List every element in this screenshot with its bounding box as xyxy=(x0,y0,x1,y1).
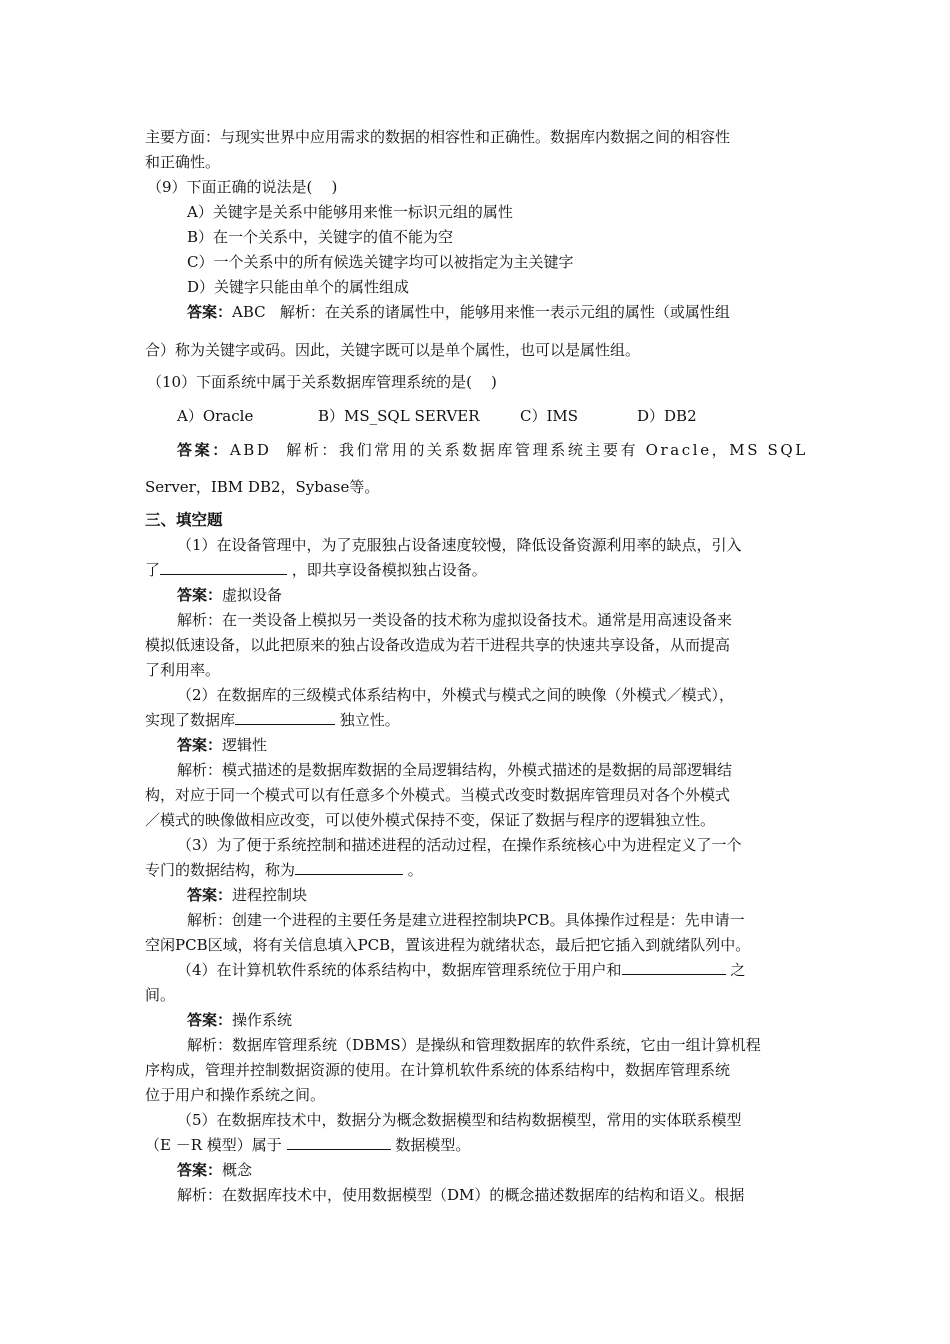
answer-blank xyxy=(622,960,726,975)
answer-blank xyxy=(235,710,335,725)
text-line: Server，IBM DB2，Sybase等。 xyxy=(145,478,380,496)
text-line: 间。 xyxy=(145,986,176,1004)
option-d: D）关键字只能由单个的属性组成 xyxy=(187,278,410,296)
answer-text: 逻辑性 xyxy=(222,736,268,754)
answer-text: 概念 xyxy=(222,1161,253,1179)
text-fragment: 专门的数据结构，称为 xyxy=(145,861,296,879)
option-b: B）在一个关系中，关键字的值不能为空 xyxy=(187,228,454,246)
text-fragment: 数据模型。 xyxy=(390,1136,471,1154)
section-title: 三、填空题 xyxy=(145,510,223,529)
text-fragment: （E －R 模型）属于 xyxy=(145,1136,287,1154)
text-line: 主要方面：与现实世界中应用需求的数据的相容性和正确性。数据库内数据之间的相容性 xyxy=(145,128,731,146)
option-b: B）MS_SQL SERVER xyxy=(318,407,480,425)
answer-label: 答案： xyxy=(177,441,230,459)
answer-line xyxy=(177,735,267,755)
text-line: （3）为了便于系统控制和描述进程的活动过程，在操作系统核心中为进程定义了一个 xyxy=(177,836,742,854)
option-a: A）Oracle xyxy=(177,407,254,425)
answer-label: 答案： xyxy=(177,586,223,604)
answer-line xyxy=(177,1160,252,1180)
text-line: 解析：创建一个进程的主要任务是建立进程控制块PCB。具体操作过程是：先申请一 xyxy=(187,911,745,929)
text-line: 和正确性。 xyxy=(145,153,221,171)
answer-blank xyxy=(160,560,287,575)
text-fragment: 独立性。 xyxy=(335,711,400,729)
text-line: 位于用户和操作系统之间。 xyxy=(145,1086,326,1104)
text-line: 了利用率。 xyxy=(145,661,221,679)
text-line: 构，对应于同一个模式可以有任意多个外模式。当模式改变时数据库管理员对各个外模式 xyxy=(145,786,731,804)
text-line: 模拟低速设备，以此把原来的独占设备改造成为若干进程共享的快速共享设备，从而提高 xyxy=(145,636,731,654)
answer-line xyxy=(177,440,808,460)
text-fragment: （4）在计算机软件系统的体系结构中，数据库管理系统位于用户和 xyxy=(177,961,622,979)
answer-line xyxy=(187,1010,292,1030)
text-line xyxy=(145,860,423,880)
text-line: 解析：模式描述的是数据库数据的全局逻辑结构，外模式描述的是数据的局部逻辑结 xyxy=(177,761,733,779)
text-line xyxy=(145,560,487,580)
text-line: 解析：在一类设备上模拟另一类设备的技术称为虚拟设备技术。通常是用高速设备来 xyxy=(177,611,733,629)
option-c: C）IMS xyxy=(520,407,579,425)
answer-line xyxy=(177,585,282,605)
option-d: D）DB2 xyxy=(637,407,697,425)
text-line: 空闲PCB区域，将有关信息填入PCB，置该进程为就绪状态，最后把它插入到就绪队列中。 xyxy=(145,936,751,954)
answer-blank xyxy=(295,860,403,875)
text-line xyxy=(145,1135,470,1155)
answer-blank xyxy=(287,1135,391,1150)
answer-label: 答案： xyxy=(177,1161,223,1179)
text-fragment: ，即共享设备模拟独占设备。 xyxy=(287,561,487,579)
text-line: （1）在设备管理中，为了克服独占设备速度较慢，降低设备资源利用率的缺点，引入 xyxy=(177,536,742,554)
answer-text: 虚拟设备 xyxy=(222,586,283,604)
answer-label: 答案： xyxy=(187,886,233,904)
option-a: A）关键字是关系中能够用来惟一标识元组的属性 xyxy=(187,203,513,221)
option-c: C）一个关系中的所有候选关键字均可以被指定为主关键字 xyxy=(187,253,574,271)
answer-label: 答案： xyxy=(177,736,223,754)
text-fragment: 实现了数据库 xyxy=(145,711,236,729)
text-line: 合）称为关键字或码。因此，关键字既可以是单个属性，也可以是属性组。 xyxy=(145,341,641,359)
text-line: 解析：数据库管理系统（DBMS）是操纵和管理数据库的软件系统，它由一组计算机程 xyxy=(187,1036,761,1054)
text-fragment: 了 xyxy=(145,561,161,579)
text-line xyxy=(145,710,400,730)
question-9-stem: （9）下面正确的说法是( ) xyxy=(147,178,338,196)
answer-text: ABD 解析：我们常用的关系数据库管理系统主要有 Oracle，MS SQL xyxy=(229,441,808,459)
answer-line xyxy=(187,302,730,322)
question-10-stem: （10）下面系统中属于关系数据库管理系统的是( ) xyxy=(147,373,497,391)
text-line: （5）在数据库技术中，数据分为概念数据模型和结构数据模型，常用的实体联系模型 xyxy=(177,1111,742,1129)
text-fragment: 之 xyxy=(725,961,746,979)
answer-text: ABC 解析：在关系的诸属性中，能够用来惟一表示元组的属性（或属性组 xyxy=(232,303,730,321)
answer-line xyxy=(187,885,307,905)
text-line xyxy=(177,960,745,980)
answer-label: 答案： xyxy=(187,1011,233,1029)
text-fragment: 。 xyxy=(403,861,423,879)
text-line: 解析：在数据库技术中，使用数据模型（DM）的概念描述数据库的结构和语义。根据 xyxy=(177,1186,745,1204)
text-line: （2）在数据库的三级模式体系结构中，外模式与模式之间的映像（外模式／模式）， xyxy=(177,686,735,704)
answer-text: 操作系统 xyxy=(232,1011,293,1029)
text-line: 序构成，管理并控制数据资源的使用。在计算机软件系统的体系结构中，数据库管理系统 xyxy=(145,1061,731,1079)
answer-text: 进程控制块 xyxy=(232,886,308,904)
answer-label: 答案： xyxy=(187,303,233,321)
text-line: ／模式的映像做相应改变，可以使外模式保持不变，保证了数据与程序的逻辑独立性。 xyxy=(145,811,716,829)
